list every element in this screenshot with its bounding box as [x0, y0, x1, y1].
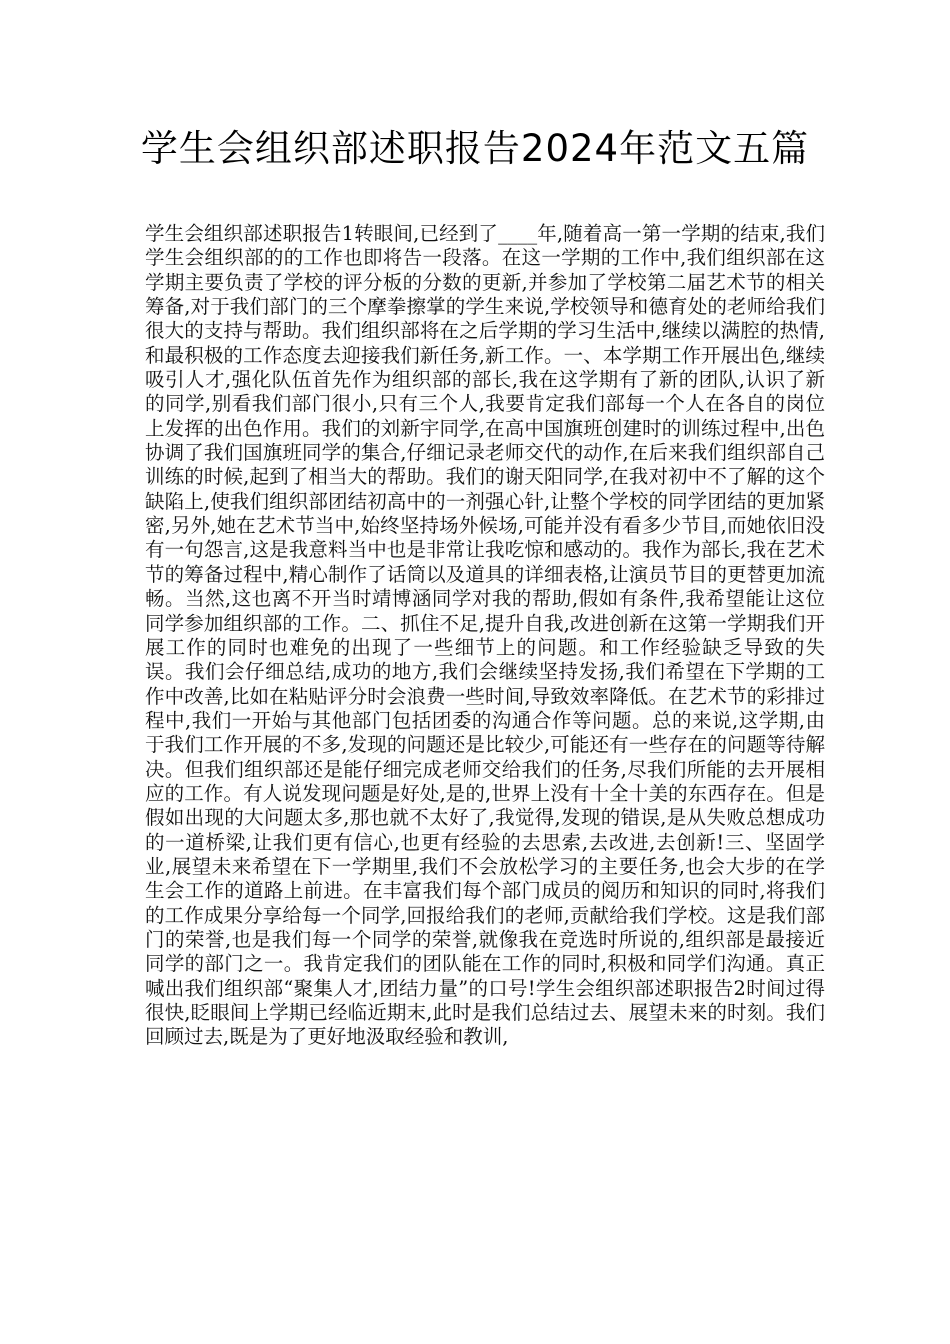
document-body: 学生会组织部述职报告1转眼间,已经到了____年,随着高一第一学期的结束,我们学生会组织部的的工作也即将告一段落。在这一学期的工作中,我们组织部在这学期主要负责了学校的评分板的分数的更新,并参加了学校第二届艺术节的相关筹备,对于我们部门的三个摩拳擦掌的学生来说,学校领导和德育处的老师给我们很大的支持与帮助。我们组织部将在之后学期的学习生活中,继续以满腔的热情,和最积极的工作态度去迎接我们新任务,新工作。一、本学期工作开展出色,继续吸引人才,强化队伍首先作为组织部的部长,我在这学期有了新的团队,认识了新的同学,别看我们部门很小,只有三个人,我要肯定我们部每一个人在各自的岗位上发挥的出色作用。我们的刘新宇同学,在高中国旗班创建时的训练过程中,出色协调了我们国旗班同学的集合,仔细记录老师交代的动作,在后来我们组织部自己训练的时候,起到了相当大的帮助。我们的谢天阳同学,在我对初中不了解的这个缺陷上,使我们组织部团结初高中的一剂强心针,让整个学校的同学团结的更加紧密,另外,她在艺术节当中,始终坚持场外候场,可能并没有看多少节目,而她依旧没有一句怨言,这是我意料当中也是非常让我吃惊和感动的。我作为部长,我在艺术节的筹备过程中,精心制作了话筒以及道具的详细表格,让演员节目的更替更加流畅。当然,这也离不开当时靖博涵同学对我的帮助,假如有条件,我希望能让这位同学参加组织部的工作。二、抓住不足,提升自我,改进创新在这第一学期我们开展工作的同时也难免的出现了一些细节上的问题。和工作经验缺乏导致的失误。我们会仔细总结,成功的地方,我们会继续坚持发扬,我们希望在下学期的工作中改善,比如在粘贴评分时会浪费一些时间,导致效率降低。在艺术节的彩排过程中,我们一开始与其他部门包括团委的沟通合作等问题。总的来说,这学期,由于我们工作开展的不多,发现的问题还是比较少,可能还有一些存在的问题等待解决。但我们组织部还是能仔细完成老师交给我们的任务,尽我们所能的去开展相应的工作。有人说发现问题是好处,是的,世界上没有十全十美的东西存在。但是假如出现的大问题太多,那也就不太好了,我觉得,发现的错误,是从失败总想成功的一道桥梁,让我们更有信心,也更有经验的去思索,去改进,去创新!三、坚固学业,展望未来希望在下一学期里,我们不会放松学习的主要任务,也会大步的在学生会工作的道路上前进。在丰富我们每个部门成员的阅历和知识的同时,将我们的工作成果分享给每一个同学,回报给我们的老师,贡献给我们学校。这是我们部门的荣誉,也是我们每一个同学的荣誉,就像我在竞选时所说的,组织部是最接近同学的部门之一。我肯定我们的团队能在工作的同时,积极和同学们沟通。真正喊出我们组织部“聚集人才,团结力量”的口号!学生会组织部述职报告2时间过得很快,眨眼间上学期已经临近期末,此时是我们总结过去、展望未来的时刻。我们回顾过去,既是为了更好地汲取经验和教训,	[145, 222, 825, 1049]
document-title: 学生会组织部述职报告2024年范文五篇	[140, 127, 810, 170]
